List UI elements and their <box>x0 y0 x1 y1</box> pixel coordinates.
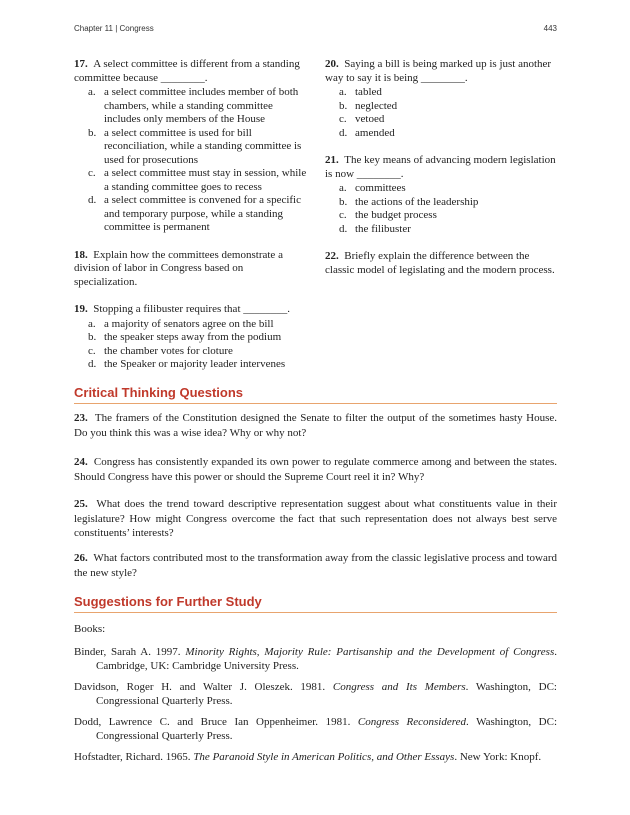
option: d. amended <box>339 126 395 139</box>
question-number: 20. <box>325 58 339 70</box>
reference-item: Hofstadter, Richard. 1965. The Paranoid Style in American Politics, and Other Essays. New York: Knopf. <box>74 750 542 763</box>
critical-thinking-heading: Critical Thinking Questions <box>74 385 557 404</box>
question-number: 18. <box>74 248 88 261</box>
option: a. a majority of senators agree on the bill <box>88 317 274 330</box>
option: b. the actions of the leadership <box>339 195 479 208</box>
question-25: 25. What does the trend toward descriptive representation suggest about what constituents value in their legislature? How might Congress overcome the fact that such representation does not always best serve constituents’ interests? <box>74 498 557 539</box>
question-18 <box>74 249 309 290</box>
chapter-title: Chapter 11 | Congress <box>74 24 154 33</box>
further-study-heading: Suggestions for Further Study <box>74 594 557 613</box>
question-19 <box>74 303 309 372</box>
option: d. the filibuster <box>339 222 411 235</box>
question-number: 19. <box>74 303 88 315</box>
option: c. the chamber votes for cloture <box>88 344 233 357</box>
page-number: 443 <box>543 24 557 33</box>
question-number: 17. <box>74 58 88 70</box>
option: c. a select committee must stay in session, while a standing committee goes to recess <box>88 167 307 193</box>
reference-item: Binder, Sarah A. 1997. Minority Rights, Majority Rule: Partisanship and the Development of Congress. Cambridge, UK: Cambridge University Press. <box>74 645 557 672</box>
question-20 <box>325 58 560 140</box>
question-text: Briefly explain the difference between the classic model of legislating and the modern process. <box>325 250 555 276</box>
option: d. the Speaker or majority leader intervenes <box>88 358 286 370</box>
option: b. neglected <box>339 99 398 112</box>
question-21 <box>325 154 560 236</box>
books-label: Books: <box>74 623 106 635</box>
question-text: A select committee is different from a standing committee because ________. <box>74 58 300 84</box>
question-22 <box>325 250 560 277</box>
option: b. the speaker steps away from the podium <box>88 331 282 343</box>
question-text: The key means of advancing modern legislation is now ________. <box>325 154 556 180</box>
reference-item: Davidson, Roger H. and Walter J. Oleszek. 1981. Congress and Its Members. Washington, DC: Congressional Quarterly Press. <box>74 680 557 707</box>
question-text: Saying a bill is being marked up is just another way to say it is being ________. <box>325 58 552 84</box>
option: c. the budget process <box>339 209 437 221</box>
option: b. a select committee is used for bill reconciliation, while a standing committee is used for prosecutions <box>88 126 302 166</box>
reference-list <box>74 622 557 770</box>
question-text: Stopping a filibuster requires that ________. <box>93 303 290 315</box>
question-23: 23. The framers of the Constitution designed the Senate to filter the output of the sometimes hasty House. Do you think this was a wise idea? Why or why not? <box>74 412 558 439</box>
option: a. a select committee includes member of both chambers, while a standing committee includes only members of the House <box>88 86 299 125</box>
left-column <box>74 58 309 372</box>
question-text: Explain how the committees demonstrate a division of labor in Congress based on specialization. <box>74 248 283 288</box>
question-number: 21. <box>325 154 339 166</box>
option: a. committees <box>339 182 406 194</box>
option: d. a select committee is convened for a specific and temporary purpose, while a standing committee is permanent <box>88 194 301 233</box>
reference-item: Dodd, Lawrence C. and Bruce Ian Oppenheimer. 1981. Congress Reconsidered. Washington, DC: Congressional Quarterly Press. <box>74 715 557 742</box>
page-header <box>74 24 557 33</box>
question-number: 22. <box>325 250 339 262</box>
option: c. vetoed <box>339 113 385 125</box>
question-24: 24. Congress has consistently expanded its own power to regulate commerce among and between the states. Should Congress have this power or should the Supreme Court reel it in? Why? <box>74 456 557 483</box>
question-26: 26. What factors contributed most to the transformation away from the classic legislative process and toward the new style? <box>74 552 558 579</box>
option: a. tabled <box>339 86 382 98</box>
right-column <box>325 58 560 277</box>
question-17 <box>74 58 309 235</box>
